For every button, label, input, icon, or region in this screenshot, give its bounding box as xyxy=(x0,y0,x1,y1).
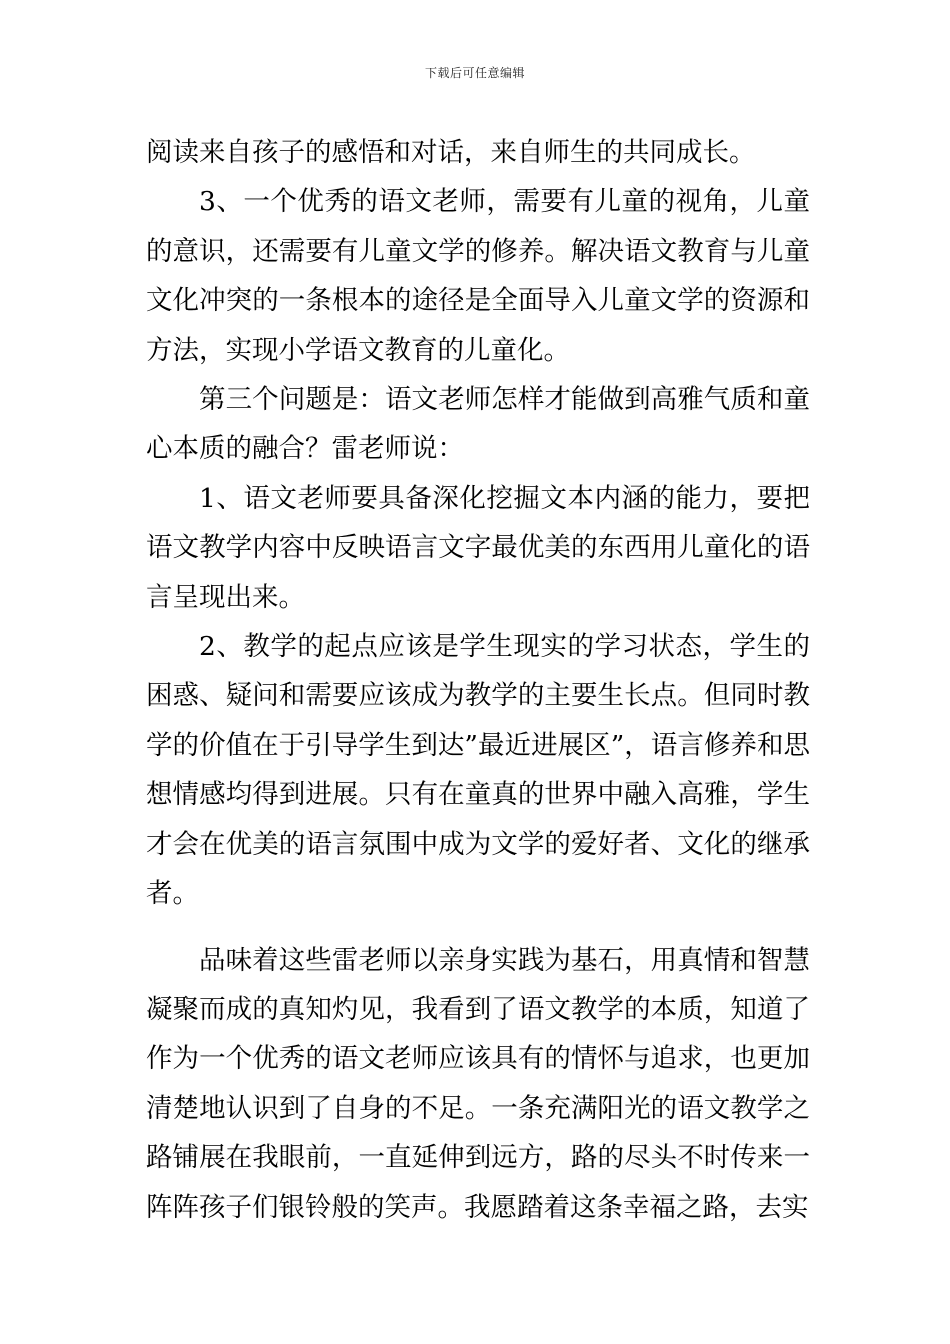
paragraph-1: 阅读来自孩子的感悟和对话，来自师生的共同成长。 xyxy=(146,137,756,168)
document-body xyxy=(146,128,810,1232)
paragraph-6: 品味着这些雷老师以亲身实践为基石，用真情和智慧凝聚而成的真知灼见，我看到了语文教学的本质，知道了作为一个优秀的语文老师应该具有的情怀与追求，也更加清楚地认识到了自身的不足。一条充满阳光的语文教学之路铺展在我眼前，一直延伸到远方，路的尽头不时传来一阵阵孩子们银铃般的笑声。我愿踏着这条幸福之路，去实 xyxy=(146,944,810,1223)
page-header-note: 下载后可任意编辑 xyxy=(424,66,525,80)
paragraph-2: 3、一个优秀的语文老师，需要有儿童的视角，儿童的意识，还需要有儿童文学的修养。解决语文教育与儿童文化冲突的一条根本的途径是全面导入儿童文学的资源和方法，实现小学语文教育的儿童化。 xyxy=(146,186,810,366)
paragraph-4: 1、语文老师要具备深化挖掘文本内涵的能力，要把语文教学内容中反映语言文字最优美的东西用儿童化的语言呈现出来。 xyxy=(146,482,810,613)
paragraph-5: 2、教学的起点应该是学生现实的学习状态，学生的困惑、疑问和需要应该成为教学的主要生长点。但同时教学的价值在于引导学生到达”最近进展区”，语言修养和思想情感均得到进展。只有在童真的世界中融入高雅，学生才会在优美的语言氛围中成为文学的爱好者、文化的继承者。 xyxy=(146,631,810,910)
paragraph-gap xyxy=(146,919,810,936)
paragraph-3: 第三个问题是：语文老师怎样才能做到高雅气质和童心本质的融合？雷老师说： xyxy=(146,384,810,465)
